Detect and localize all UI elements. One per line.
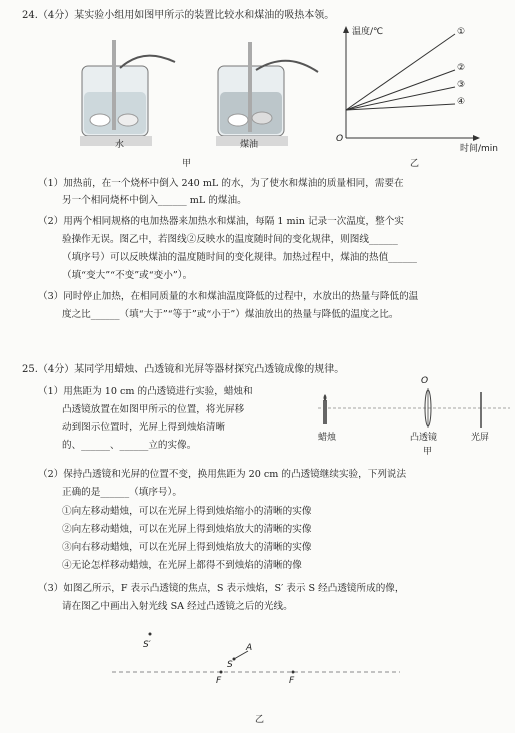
lens-bench-figure: [318, 388, 510, 428]
line-label-1: ①: [457, 27, 466, 37]
q25-p2-line2: 正确的是______（填序号）。: [62, 487, 182, 498]
lens-center-label: O: [421, 376, 429, 386]
a-label: A: [246, 643, 253, 653]
q25-p1-line4: 的、______、______立的实像。: [62, 440, 197, 451]
q25-p2-line1: （2）保持凸透镜和光屏的位置不变，换用焦距为 20 cm 的凸透镜继续实验，下列说法: [38, 469, 407, 480]
fig-jia-label: 甲: [182, 159, 192, 169]
lens-diagram-yi: [112, 633, 400, 674]
q25-p1-line3: 动到图示位置时，光屏上得到烛焰清晰: [62, 422, 226, 433]
q25-p3-line1: （3）如图乙所示，F 表示凸透镜的焦点，S 表示烛焰，S′ 表示 S 经凸透镜所成的像，: [38, 583, 405, 594]
fig-yi-label: 乙: [410, 159, 420, 169]
q24-p2-line1: （2）用两个相同规格的电加热器来加热水和煤油，每隔 1 min 记录一次温度，整个实: [38, 216, 404, 227]
water-label: 水: [115, 140, 125, 150]
q25-option-3: ③向右移动蜡烛，可以在光屏上得到烛焰放大的清晰的实像: [62, 542, 312, 553]
water-beaker-illustration: [80, 40, 175, 146]
q24-p1-line2: 另一个相同烧杯中倒入______ mL 的煤油。: [62, 195, 247, 206]
focus-right-label: F: [289, 676, 295, 686]
oil-label: 煤油: [240, 140, 259, 150]
lens-fig-jia-label: 甲: [423, 447, 433, 457]
focus-left-label: F: [216, 676, 222, 686]
q25-option-2: ②向左移动蜡烛，可以在光屏上得到烛焰放大的清晰的实像: [62, 524, 312, 535]
q25-header: 25.（4分）某同学用蜡烛、凸透镜和光屏等器材探究凸透镜成像的规律。: [22, 364, 345, 375]
q24-p2-line2: 验操作无误。图乙中，若图线②反映水的温度随时间的变化规律，则图线______: [62, 234, 398, 245]
q25-p1-line1: （1）用焦距为 10 cm 的凸透镜进行实验，蜡烛和: [38, 386, 253, 397]
q24-p3-line1: （3）同时停止加热，在相同质量的水和煤油温度降低的过程中，水放出的热量与降低的温: [38, 291, 419, 302]
lens-label: 凸透镜: [410, 433, 438, 443]
q25-p1-line2: 凸透镜放置在如图甲所示的位置，将光屏移: [62, 404, 245, 415]
q25-option-4: ④无论怎样移动蜡烛，在光屏上都得不到烛焰的清晰的像: [62, 560, 302, 571]
s-label: S: [227, 660, 233, 670]
q24-p2-line3: （填序号）可以反映煤油的温度随时间的变化规律。加热过程中，煤油的热值______: [62, 252, 417, 263]
y-axis-label: 温度/℃: [352, 27, 384, 37]
x-axis-label: 时间/min: [460, 144, 499, 154]
image-point-s-prime: [149, 633, 152, 636]
origin-label: O: [336, 134, 344, 144]
line-label-4: ④: [457, 97, 466, 107]
q24-header: 24.（4分）某实验小组用如图甲所示的装置比较水和煤油的吸热本领。: [22, 10, 335, 21]
screen-label: 光屏: [471, 433, 490, 443]
q25-option-1: ①向左移动蜡烛，可以在光屏上得到烛焰缩小的清晰的实像: [62, 506, 312, 517]
line-label-2: ②: [457, 63, 466, 73]
candle-shape: [323, 400, 327, 424]
line-label-3: ③: [457, 80, 466, 90]
q25-p3-line2: 请在图乙中画出入射光线 SA 经过凸透镜之后的光线。: [62, 601, 293, 612]
lens-fig-yi-label: 乙: [255, 715, 265, 725]
candle-label: 蜡烛: [318, 433, 337, 443]
q24-p3-line2: 度之比______（填“大于”“等于”或“小于”）煤油放出的热量与降低的温度之比。: [62, 309, 399, 320]
q24-p1-line1: （1）加热前，在一个烧杯中倒入 240 mL 的水，为了使水和煤油的质量相同，需要在: [38, 178, 404, 189]
q24-p2-line4: （填“变大”“不变”或“变小”）。: [62, 270, 193, 281]
oil-beaker-illustration: [216, 42, 318, 146]
s-prime-label: S′: [143, 640, 151, 650]
